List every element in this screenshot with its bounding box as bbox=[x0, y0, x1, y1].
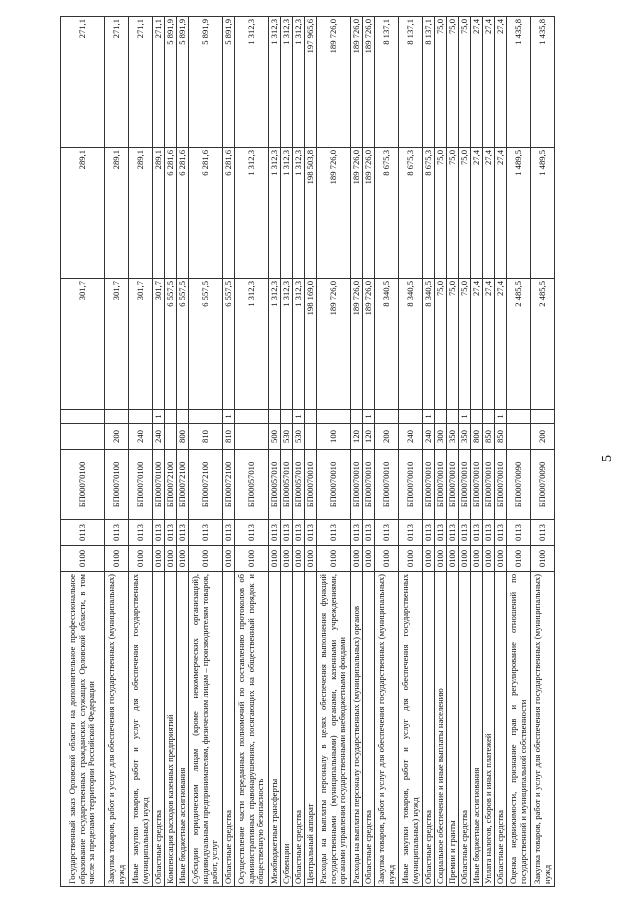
code-expense-type: 530 bbox=[293, 424, 305, 450]
amount-year-2: 1 489,5 bbox=[507, 148, 531, 279]
table-row bbox=[177, 17, 189, 887]
amount-year-2: 8 675,3 bbox=[375, 148, 399, 279]
code-razdel: 0113 bbox=[351, 520, 363, 546]
table-row bbox=[305, 17, 317, 887]
code-expense-type: 850 bbox=[495, 424, 507, 450]
code-expense-type: 350 bbox=[447, 424, 459, 450]
amount-year-1: 1 312,3 bbox=[269, 279, 281, 410]
row-name: Премии и гранты bbox=[447, 572, 459, 887]
amount-year-2: 8 675,3 bbox=[423, 148, 435, 279]
code-razdel: 0113 bbox=[293, 520, 305, 546]
amount-year-3: 5 891,9 bbox=[223, 17, 235, 148]
code-ved: 0100 bbox=[363, 546, 375, 572]
row-name: Закупка товаров, работ и услуг для обеспечения государственных (муниципальных) нужд bbox=[105, 572, 129, 887]
funding-mark bbox=[435, 410, 447, 424]
code-expense-type: 240 bbox=[153, 424, 165, 450]
table-row bbox=[317, 17, 351, 887]
amount-year-3: 27,4 bbox=[471, 17, 483, 148]
amount-year-1: 6 557,5 bbox=[165, 279, 177, 410]
funding-mark bbox=[447, 410, 459, 424]
amount-year-2: 198 503,8 bbox=[305, 148, 317, 279]
row-name: Осуществление части переданных полномочий по составлению протоколов об административных правонарушениях, посягающих на общественный порядок и общественную безопасность bbox=[235, 572, 269, 887]
amount-year-2: 75,0 bbox=[435, 148, 447, 279]
amount-year-2: 1 312,3 bbox=[235, 148, 269, 279]
amount-year-3: 1 435,8 bbox=[507, 17, 531, 148]
amount-year-3: 27,4 bbox=[483, 17, 495, 148]
amount-year-1: 301,7 bbox=[129, 279, 153, 410]
code-expense-type bbox=[507, 424, 531, 450]
amount-year-3: 1 312,3 bbox=[293, 17, 305, 148]
funding-mark bbox=[235, 410, 269, 424]
code-ved: 0100 bbox=[293, 546, 305, 572]
row-name: Субсидии юридическим лицам (кроме некоммерческих организаций), индивидуальным предпринимателям, физическим лицам – производителям товаров, работ, услуг bbox=[189, 572, 223, 887]
amount-year-2: 289,1 bbox=[105, 148, 129, 279]
amount-year-2: 6 281,6 bbox=[223, 148, 235, 279]
code-razdel: 0113 bbox=[317, 520, 351, 546]
amount-year-3: 271,1 bbox=[129, 17, 153, 148]
code-ved: 0100 bbox=[447, 546, 459, 572]
code-target-article: БП00070100 bbox=[105, 450, 129, 520]
amount-year-1: 301,7 bbox=[153, 279, 165, 410]
amount-year-1: 189 726,0 bbox=[363, 279, 375, 410]
row-name: Областные средства bbox=[363, 572, 375, 887]
code-razdel: 0113 bbox=[189, 520, 223, 546]
code-expense-type: 500 bbox=[269, 424, 281, 450]
table-row bbox=[363, 17, 375, 887]
code-razdel: 0113 bbox=[471, 520, 483, 546]
table-row bbox=[375, 17, 399, 887]
amount-year-1: 27,4 bbox=[495, 279, 507, 410]
funding-mark bbox=[531, 410, 555, 424]
code-expense-type: 350 bbox=[459, 424, 471, 450]
amount-year-2: 1 312,3 bbox=[293, 148, 305, 279]
row-name: Областные средства bbox=[495, 572, 507, 887]
code-target-article: БП00070100 bbox=[129, 450, 153, 520]
code-ved: 0100 bbox=[471, 546, 483, 572]
amount-year-1: 6 557,5 bbox=[177, 279, 189, 410]
code-target-article: БП00070010 bbox=[447, 450, 459, 520]
funding-mark bbox=[471, 410, 483, 424]
code-expense-type: 120 bbox=[351, 424, 363, 450]
table-row bbox=[223, 17, 235, 887]
code-razdel: 0113 bbox=[531, 520, 555, 546]
row-name: Иные закупки товаров, работ и услуг для обеспечения государственных (муниципальных) нужд bbox=[399, 572, 423, 887]
code-target-article: БП00070010 bbox=[495, 450, 507, 520]
code-expense-type: 530 bbox=[281, 424, 293, 450]
amount-year-1: 8 340,5 bbox=[423, 279, 435, 410]
table-row bbox=[495, 17, 507, 887]
code-ved: 0100 bbox=[399, 546, 423, 572]
code-ved: 0100 bbox=[153, 546, 165, 572]
code-target-article: БП00057010 bbox=[293, 450, 305, 520]
amount-year-2: 1 489,5 bbox=[531, 148, 555, 279]
amount-year-1: 8 340,5 bbox=[399, 279, 423, 410]
row-name: Социальное обеспечение и иные выплаты населению bbox=[435, 572, 447, 887]
amount-year-3: 189 726,0 bbox=[363, 17, 375, 148]
funding-mark bbox=[483, 410, 495, 424]
amount-year-2: 189 726,0 bbox=[351, 148, 363, 279]
code-razdel: 0113 bbox=[363, 520, 375, 546]
amount-year-1: 6 557,5 bbox=[223, 279, 235, 410]
code-ved: 0100 bbox=[223, 546, 235, 572]
code-razdel: 0113 bbox=[483, 520, 495, 546]
code-razdel: 0113 bbox=[459, 520, 471, 546]
amount-year-3: 5 891,9 bbox=[189, 17, 223, 148]
code-target-article: БП00057010 bbox=[281, 450, 293, 520]
code-razdel: 0113 bbox=[223, 520, 235, 546]
amount-year-1: 2 485,5 bbox=[507, 279, 531, 410]
code-razdel: 0113 bbox=[177, 520, 189, 546]
amount-year-3: 75,0 bbox=[447, 17, 459, 148]
code-razdel: 0113 bbox=[447, 520, 459, 546]
amount-year-2: 6 281,6 bbox=[189, 148, 223, 279]
code-expense-type: 100 bbox=[317, 424, 351, 450]
code-target-article: БП00070010 bbox=[435, 450, 447, 520]
row-name: Уплата налогов, сборов и иных платежей bbox=[483, 572, 495, 887]
amount-year-3: 271,1 bbox=[105, 17, 129, 148]
code-razdel: 0113 bbox=[507, 520, 531, 546]
amount-year-1: 1 312,3 bbox=[293, 279, 305, 410]
funding-mark bbox=[129, 410, 153, 424]
table-row bbox=[531, 17, 555, 887]
table-row bbox=[507, 17, 531, 887]
code-expense-type: 200 bbox=[531, 424, 555, 450]
code-razdel: 0113 bbox=[61, 520, 105, 546]
code-razdel: 0113 bbox=[165, 520, 177, 546]
amount-year-1: 8 340,5 bbox=[375, 279, 399, 410]
funding-mark: 1 bbox=[495, 410, 507, 424]
code-expense-type: 300 bbox=[435, 424, 447, 450]
table-row bbox=[483, 17, 495, 887]
row-name: Иные бюджетные ассигнования bbox=[177, 572, 189, 887]
code-ved: 0100 bbox=[235, 546, 269, 572]
amount-year-1: 1 312,3 bbox=[281, 279, 293, 410]
code-target-article: БП00072100 bbox=[177, 450, 189, 520]
table-row bbox=[351, 17, 363, 887]
row-name: Оценка недвижимости, признание прав и регулирование отношений по государственной и муниципальной собственности bbox=[507, 572, 531, 887]
row-name: Субвенции bbox=[281, 572, 293, 887]
row-name: Расходы на выплаты персоналу в целях обеспечения выполнения функций государственными (муниципальными) органами, казенными учреждениями, органами управления государственными внебюджетными фондами bbox=[317, 572, 351, 887]
code-razdel: 0113 bbox=[105, 520, 129, 546]
funding-mark bbox=[317, 410, 351, 424]
code-ved: 0100 bbox=[129, 546, 153, 572]
code-ved: 0100 bbox=[483, 546, 495, 572]
code-expense-type: 240 bbox=[129, 424, 153, 450]
table-row bbox=[105, 17, 129, 887]
code-expense-type: 810 bbox=[189, 424, 223, 450]
amount-year-1: 301,7 bbox=[105, 279, 129, 410]
table-row bbox=[269, 17, 281, 887]
table-row bbox=[129, 17, 153, 887]
table-row bbox=[189, 17, 223, 887]
funding-mark bbox=[61, 410, 105, 424]
code-ved: 0100 bbox=[375, 546, 399, 572]
code-ved: 0100 bbox=[165, 546, 177, 572]
amount-year-2: 27,4 bbox=[495, 148, 507, 279]
amount-year-2: 289,1 bbox=[129, 148, 153, 279]
amount-year-2: 6 281,6 bbox=[177, 148, 189, 279]
row-name: Межбюджетные трансферты bbox=[269, 572, 281, 887]
code-expense-type: 120 bbox=[363, 424, 375, 450]
amount-year-3: 1 312,3 bbox=[281, 17, 293, 148]
code-target-article: БП00070090 bbox=[531, 450, 555, 520]
amount-year-2: 27,4 bbox=[483, 148, 495, 279]
code-expense-type bbox=[305, 424, 317, 450]
amount-year-2: 1 312,3 bbox=[269, 148, 281, 279]
amount-year-1: 1 312,3 bbox=[235, 279, 269, 410]
code-ved: 0100 bbox=[423, 546, 435, 572]
amount-year-2: 189 726,0 bbox=[317, 148, 351, 279]
row-name: Расходы на выплаты персоналу государственных (муниципальных) органов bbox=[351, 572, 363, 887]
amount-year-1: 75,0 bbox=[459, 279, 471, 410]
code-target-article: БП00070010 bbox=[363, 450, 375, 520]
code-target-article: БП00072100 bbox=[223, 450, 235, 520]
table-row bbox=[435, 17, 447, 887]
amount-year-2: 289,1 bbox=[61, 148, 105, 279]
funding-mark bbox=[507, 410, 531, 424]
amount-year-2: 189 726,0 bbox=[363, 148, 375, 279]
table-row bbox=[459, 17, 471, 887]
amount-year-1: 189 726,0 bbox=[351, 279, 363, 410]
code-ved: 0100 bbox=[317, 546, 351, 572]
amount-year-1: 75,0 bbox=[435, 279, 447, 410]
amount-year-3: 271,1 bbox=[153, 17, 165, 148]
amount-year-3: 1 435,8 bbox=[531, 17, 555, 148]
amount-year-3: 1 312,3 bbox=[235, 17, 269, 148]
code-ved: 0100 bbox=[105, 546, 129, 572]
code-target-article: БП00072100 bbox=[189, 450, 223, 520]
amount-year-1: 2 485,5 bbox=[531, 279, 555, 410]
code-razdel: 0113 bbox=[375, 520, 399, 546]
amount-year-3: 197 965,6 bbox=[305, 17, 317, 148]
amount-year-2: 27,4 bbox=[471, 148, 483, 279]
budget-table-body bbox=[61, 17, 555, 887]
code-razdel: 0113 bbox=[399, 520, 423, 546]
code-razdel: 0113 bbox=[281, 520, 293, 546]
code-expense-type bbox=[61, 424, 105, 450]
table-row bbox=[153, 17, 165, 887]
amount-year-1: 6 557,5 bbox=[189, 279, 223, 410]
page-number: 5 bbox=[600, 455, 615, 462]
row-name: Центральный аппарат bbox=[305, 572, 317, 887]
code-expense-type: 800 bbox=[471, 424, 483, 450]
table-row bbox=[471, 17, 483, 887]
code-razdel: 0113 bbox=[153, 520, 165, 546]
amount-year-1: 27,4 bbox=[471, 279, 483, 410]
code-ved: 0100 bbox=[281, 546, 293, 572]
funding-mark bbox=[281, 410, 293, 424]
funding-mark bbox=[105, 410, 129, 424]
table-row bbox=[165, 17, 177, 887]
code-ved: 0100 bbox=[189, 546, 223, 572]
row-name: Областные средства bbox=[223, 572, 235, 887]
amount-year-3: 8 137,1 bbox=[375, 17, 399, 148]
funding-mark: 1 bbox=[293, 410, 305, 424]
code-razdel: 0113 bbox=[129, 520, 153, 546]
code-expense-type: 850 bbox=[483, 424, 495, 450]
code-razdel: 0113 bbox=[235, 520, 269, 546]
code-ved: 0100 bbox=[435, 546, 447, 572]
code-target-article: БП00070100 bbox=[153, 450, 165, 520]
amount-year-2: 8 675,3 bbox=[399, 148, 423, 279]
row-name: Государственный заказ Орловской области на дополнительное профессиональное образование государственных гражданских служащих Орловской области, в том числе за пределами территории Российской Федерации bbox=[61, 572, 105, 887]
amount-year-2: 6 281,6 bbox=[165, 148, 177, 279]
code-target-article: БП00070010 bbox=[423, 450, 435, 520]
amount-year-2: 1 312,3 bbox=[281, 148, 293, 279]
funding-mark: 1 bbox=[459, 410, 471, 424]
table-row bbox=[399, 17, 423, 887]
amount-year-3: 5 891,9 bbox=[177, 17, 189, 148]
table-row bbox=[61, 17, 105, 887]
code-expense-type: 200 bbox=[105, 424, 129, 450]
row-name: Областные средства bbox=[459, 572, 471, 887]
funding-mark: 1 bbox=[363, 410, 375, 424]
code-ved: 0100 bbox=[61, 546, 105, 572]
amount-year-3: 271,1 bbox=[61, 17, 105, 148]
amount-year-3: 75,0 bbox=[435, 17, 447, 148]
code-razdel: 0113 bbox=[269, 520, 281, 546]
row-name: Закупка товаров, работ и услуг для обеспечения государственных (муниципальных) нужд bbox=[531, 572, 555, 887]
funding-mark bbox=[399, 410, 423, 424]
code-ved: 0100 bbox=[495, 546, 507, 572]
amount-year-1: 27,4 bbox=[483, 279, 495, 410]
code-target-article: БП00072100 bbox=[165, 450, 177, 520]
amount-year-2: 75,0 bbox=[459, 148, 471, 279]
code-ved: 0100 bbox=[507, 546, 531, 572]
code-expense-type bbox=[165, 424, 177, 450]
amount-year-3: 5 891,9 bbox=[165, 17, 177, 148]
code-expense-type: 800 bbox=[177, 424, 189, 450]
code-expense-type: 810 bbox=[223, 424, 235, 450]
funding-mark: 1 bbox=[223, 410, 235, 424]
code-target-article: БП00070010 bbox=[471, 450, 483, 520]
funding-mark: 1 bbox=[423, 410, 435, 424]
amount-year-1: 189 726,0 bbox=[317, 279, 351, 410]
code-target-article: БП00070010 bbox=[399, 450, 423, 520]
code-target-article: БП00070010 bbox=[483, 450, 495, 520]
row-name: Закупка товаров, работ и услуг для обеспечения государственных (муниципальных) нужд bbox=[375, 572, 399, 887]
code-target-article: БП00070010 bbox=[351, 450, 363, 520]
row-name: Областные средства bbox=[153, 572, 165, 887]
row-name: Компенсация расходов казенных предприятий bbox=[165, 572, 177, 887]
code-expense-type: 240 bbox=[399, 424, 423, 450]
code-razdel: 0113 bbox=[423, 520, 435, 546]
code-razdel: 0113 bbox=[435, 520, 447, 546]
code-ved: 0100 bbox=[305, 546, 317, 572]
table-row bbox=[293, 17, 305, 887]
funding-mark bbox=[305, 410, 317, 424]
row-name: Областные средства bbox=[423, 572, 435, 887]
amount-year-3: 189 726,0 bbox=[351, 17, 363, 148]
table-row bbox=[447, 17, 459, 887]
amount-year-3: 27,4 bbox=[495, 17, 507, 148]
amount-year-3: 8 137,1 bbox=[399, 17, 423, 148]
funding-mark bbox=[177, 410, 189, 424]
row-name: Областные средства bbox=[293, 572, 305, 887]
amount-year-3: 75,0 bbox=[459, 17, 471, 148]
amount-year-1: 75,0 bbox=[447, 279, 459, 410]
code-expense-type bbox=[235, 424, 269, 450]
row-name: Иные бюджетные ассигнования bbox=[471, 572, 483, 887]
code-ved: 0100 bbox=[177, 546, 189, 572]
code-expense-type: 240 bbox=[423, 424, 435, 450]
code-razdel: 0113 bbox=[495, 520, 507, 546]
code-target-article: БП00057010 bbox=[235, 450, 269, 520]
funding-mark bbox=[165, 410, 177, 424]
amount-year-3: 1 312,3 bbox=[269, 17, 281, 148]
table-row bbox=[423, 17, 435, 887]
amount-year-2: 75,0 bbox=[447, 148, 459, 279]
funding-mark bbox=[189, 410, 223, 424]
table-row bbox=[235, 17, 269, 887]
amount-year-1: 198 169,0 bbox=[305, 279, 317, 410]
code-target-article: БП00070090 bbox=[507, 450, 531, 520]
row-name: Иные закупки товаров, работ и услуг для обеспечения государственных (муниципальных) нужд bbox=[129, 572, 153, 887]
amount-year-2: 289,1 bbox=[153, 148, 165, 279]
amount-year-3: 189 726,0 bbox=[317, 17, 351, 148]
code-razdel: 0113 bbox=[305, 520, 317, 546]
amount-year-3: 8 137,1 bbox=[423, 17, 435, 148]
funding-mark bbox=[375, 410, 399, 424]
funding-mark: 1 bbox=[153, 410, 165, 424]
code-ved: 0100 bbox=[531, 546, 555, 572]
code-target-article: БП00070010 bbox=[317, 450, 351, 520]
budget-table bbox=[60, 16, 555, 887]
code-target-article: БП00070100 bbox=[61, 450, 105, 520]
code-target-article: БП00070010 bbox=[459, 450, 471, 520]
funding-mark bbox=[351, 410, 363, 424]
funding-mark bbox=[269, 410, 281, 424]
code-target-article: БП00057010 bbox=[269, 450, 281, 520]
code-target-article: БП00070010 bbox=[305, 450, 317, 520]
code-ved: 0100 bbox=[351, 546, 363, 572]
code-target-article: БП00070010 bbox=[375, 450, 399, 520]
amount-year-1: 301,7 bbox=[61, 279, 105, 410]
code-expense-type: 200 bbox=[375, 424, 399, 450]
code-ved: 0100 bbox=[459, 546, 471, 572]
table-row bbox=[281, 17, 293, 887]
code-ved: 0100 bbox=[269, 546, 281, 572]
